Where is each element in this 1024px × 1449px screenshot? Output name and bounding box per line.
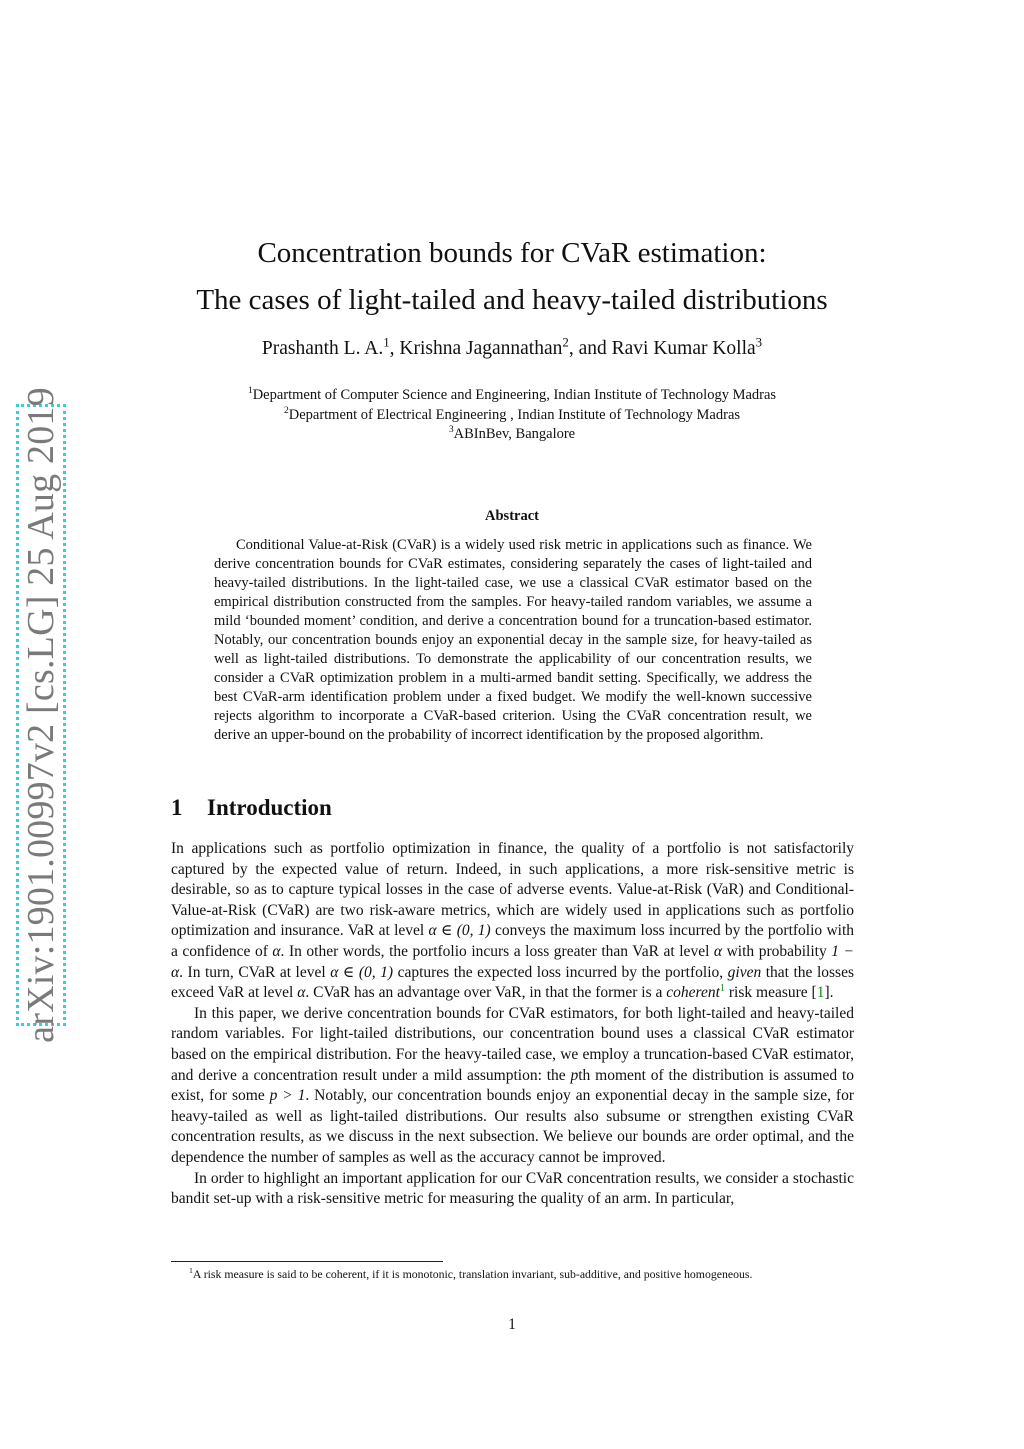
author-list [100, 336, 924, 362]
math: 1 − α [171, 942, 854, 981]
paragraph-2: In this paper, we derive concentration bounds for CVaR estimators, for both light-tailed and heavy-tailed random variables. For light-tailed distributions, our concentration bound uses a classical CVaR estimator based on the empirical distribution. For the heavy-tailed case, we employ a truncation-based CVaR estimator, and derive a concentration result under a mild assumption: the pth moment of the distribution is assumed to exist, for some p > 1. Notably, our concentration bounds enjoy an exponential decay in the sample size, for heavy-tailed as well as light-tailed distributions. Our results also subsume or strengthen existing CVaR concentration results, as we discuss in the next subsection. We believe our bounds are order optimal, and the dependence the number of samples as well as the accuracy cannot be improved. [171, 1004, 854, 1166]
footnote-text: A risk measure is said to be coherent, if it is monotonic, translation invariant, sub-additive, and positive homogeneous. [192, 1267, 753, 1281]
paragraph-3: In order to highlight an important application for our CVaR concentration results, we consider a stochastic bandit set-up with a risk-sensitive metric for measuring the quality of an arm. In particular, [171, 1169, 854, 1208]
author-separator: , [389, 338, 400, 359]
paper-title [100, 230, 924, 324]
math: α [272, 942, 281, 960]
footnote-rule [171, 1261, 443, 1262]
author-1-affil: 1 [383, 335, 390, 350]
footnote [171, 1266, 854, 1282]
abstract-heading: Abstract [485, 508, 539, 524]
author-2-affil: 2 [562, 335, 569, 350]
title-line-1: Concentration bounds for CVaR estimation: [257, 237, 767, 269]
affiliation-1: $^1$Department of Computer Science and Engineering, Indian Institute of Technology Madras [247, 385, 777, 403]
math: α [713, 942, 723, 960]
section-number: 1 [171, 795, 183, 820]
emphasis: given [727, 963, 762, 981]
math: α ∈ (0, 1) [330, 963, 394, 981]
math: α ∈ (0, 1) [428, 922, 491, 940]
citation-link[interactable]: 1 [816, 984, 825, 1002]
affiliations [100, 386, 924, 445]
footnote-number: 1 [189, 1266, 193, 1276]
body-text [171, 839, 854, 1210]
paragraph-1: In applications such as portfolio optimization in finance, the quality of a portfolio is not satisfactorily captured by the expected value of return. Indeed, in such applications, a more risk-sensitive metric is desirable, so as to capture typical losses in the case of adverse events. Value-at-Risk (VaR) and Conditional-Value-at-Risk (CVaR) are two risk-aware metrics, which are widely used in applications such as portfolio optimization and insurance. VaR at level α ∈ (0, 1) conveys the maximum loss incurred by the portfolio with a confidence of α. In other words, the portfolio incurs a loss greater than VaR at level α with probability 1 − α. In turn, CVaR at level α ∈ (0, 1) captures the expected loss incurred by the portfolio, given that the losses exceed VaR at level α. CVaR has an advantage over VaR, in that the former is a coherent$^1$ risk measure [1]. [171, 840, 855, 1002]
author-3: Ravi Kumar Kolla [611, 338, 756, 359]
abstract-text: Conditional Value-at-Risk (CVaR) is a widely used risk metric in applications such as finance. We derive concentration bounds for CVaR estimates, considering separately the cases of light-tailed and heavy-tailed distributions. In the light-tailed case, we use a classical CVaR estimator based on the empirical distribution constructed from the samples. For heavy-tailed random variables, we assume a mild ‘bounded moment’ condition, and derive a concentration bound for a truncation-based estimator. Notably, our concentration bounds enjoy an exponential decay in the sample size, for heavy-tailed as well as light-tailed distributions. To demonstrate the applicability of our concentration results, we consider a CVaR optimization problem in a multi-armed bandit setting. Specifically, we address the best CVaR-arm identification problem under a fixed budget. We modify the well-known successive rejects algorithm to incorporate a CVaR-based criterion. Using the CVaR concentration result, we derive an upper-bound on the probability of incorrect identification by the proposed algorithm. [214, 537, 812, 743]
footnote-link[interactable]: 1 [719, 983, 726, 994]
arxiv-stamp [16, 387, 66, 1043]
section-heading [171, 794, 332, 822]
arxiv-id: arXiv:1901.00997v2 [cs.LG] 25 Aug 2019 [20, 387, 62, 1043]
section-title: Introduction [207, 795, 332, 820]
page-number: 1 [508, 1316, 516, 1333]
title-line-2: The cases of light-tailed and heavy-tailed distributions [196, 284, 828, 316]
affiliation-2: $^2$Department of Electrical Engineering , Indian Institute of Technology Madras [283, 404, 741, 423]
author-separator: , and [568, 338, 612, 359]
math: α [297, 984, 306, 1002]
author-2: Krishna Jagannathan [399, 338, 563, 359]
math: p [570, 1066, 579, 1084]
emphasis: coherent [666, 984, 720, 1002]
math: p > 1 [269, 1087, 306, 1105]
affiliation-3: $^3$ABInBev, Bangalore [448, 424, 576, 442]
author-3-affil: 3 [755, 335, 763, 350]
author-1: Prashanth L. A. [261, 338, 384, 359]
